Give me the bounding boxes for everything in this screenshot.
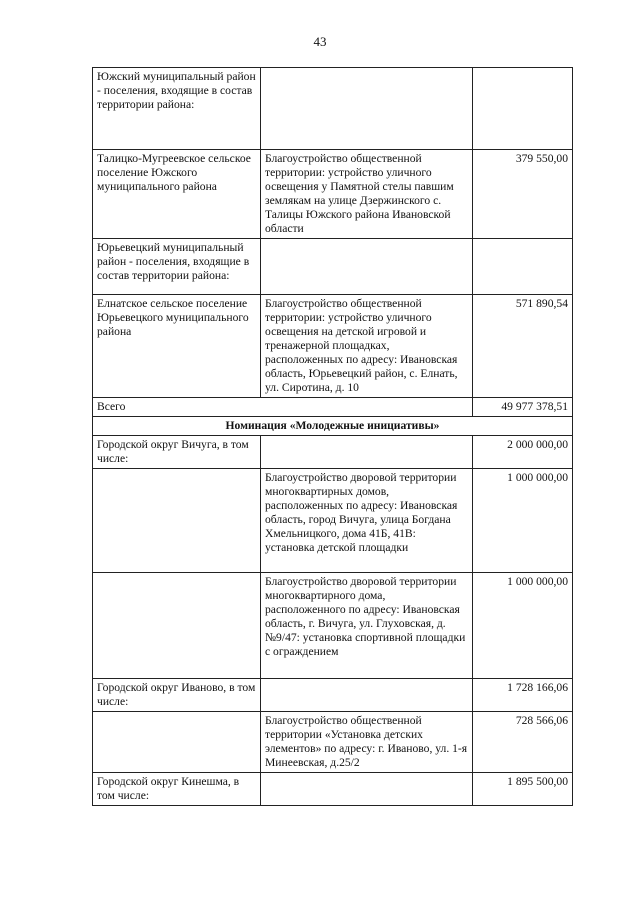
project-cell <box>261 773 473 806</box>
amount-cell: 728 566,06 <box>473 712 573 773</box>
page-number: 43 <box>313 34 327 49</box>
amount-cell: 1 000 000,00 <box>473 469 573 573</box>
municipality-cell: Юрьевецкий муниципальный район - поселения, входящие в состав территории района: <box>93 239 261 295</box>
project-cell: Благоустройство общественной территории: устройство уличного освещения на детской игровой и тренажерной площадках, расположенных по адресу: Ивановская область, Юрьевецкий район, с. Елнать, ул. Сиротина, д. 10 <box>261 295 473 398</box>
table-row <box>93 712 573 773</box>
total-row <box>93 398 573 417</box>
amount-cell: 1 895 500,00 <box>473 773 573 806</box>
table-row <box>93 68 573 150</box>
table-row <box>93 469 573 573</box>
table-row <box>93 150 573 239</box>
municipality-cell <box>93 712 261 773</box>
project-cell: Благоустройство общественной территории: устройство уличного освещения у Памятной стелы павшим землякам на улице Дзержинского с. Талицы Южского района Ивановской области <box>261 150 473 239</box>
municipality-cell: Талицко-Мугреевское сельское поселение Южского муниципального района <box>93 150 261 239</box>
municipality-cell <box>93 469 261 573</box>
amount-cell: 1 000 000,00 <box>473 573 573 679</box>
nomination-title: Номинация «Молодежные инициативы» <box>93 417 573 436</box>
table-row <box>93 239 573 295</box>
amount-cell: 2 000 000,00 <box>473 436 573 469</box>
project-cell <box>261 68 473 150</box>
table-row <box>93 436 573 469</box>
municipality-cell: Городской округ Иваново, в том числе: <box>93 679 261 712</box>
table-row <box>93 573 573 679</box>
amount-cell <box>473 239 573 295</box>
amount-cell: 1 728 166,06 <box>473 679 573 712</box>
municipality-cell: Южский муниципальный район - поселения, входящие в состав территории района: <box>93 68 261 150</box>
amount-cell: 379 550,00 <box>473 150 573 239</box>
amount-cell: 571 890,54 <box>473 295 573 398</box>
table-row <box>93 773 573 806</box>
total-amount: 49 977 378,51 <box>473 398 573 417</box>
project-cell: Благоустройство дворовой территории многоквартирного дома, расположенного по адресу: Ивановская область, г. Вичуга, ул. Глуховская, д. №9/47: установка спортивной площадки с ограждением <box>261 573 473 679</box>
municipality-cell <box>93 573 261 679</box>
section-row <box>93 417 573 436</box>
project-cell: Благоустройство дворовой территории многоквартирных домов, расположенных по адресу: Ивановская область, город Вичуга, улица Богдана Хмельницкого, дома 41Б, 41В: установка детской площадки <box>261 469 473 573</box>
table-row <box>93 679 573 712</box>
project-cell: Благоустройство общественной территории «Установка детских элементов» по адресу: г. Иваново, ул. 1-я Минеевская, д.25/2 <box>261 712 473 773</box>
municipality-cell: Городской округ Кинешма, в том числе: <box>93 773 261 806</box>
total-label: Всего <box>93 398 473 417</box>
municipality-cell: Елнатское сельское поселение Юрьевецкого муниципального района <box>93 295 261 398</box>
municipality-cell: Городской округ Вичуга, в том числе: <box>93 436 261 469</box>
project-cell <box>261 679 473 712</box>
table-row <box>93 295 573 398</box>
amount-cell <box>473 68 573 150</box>
project-cell <box>261 239 473 295</box>
project-cell <box>261 436 473 469</box>
funding-table <box>92 67 573 806</box>
